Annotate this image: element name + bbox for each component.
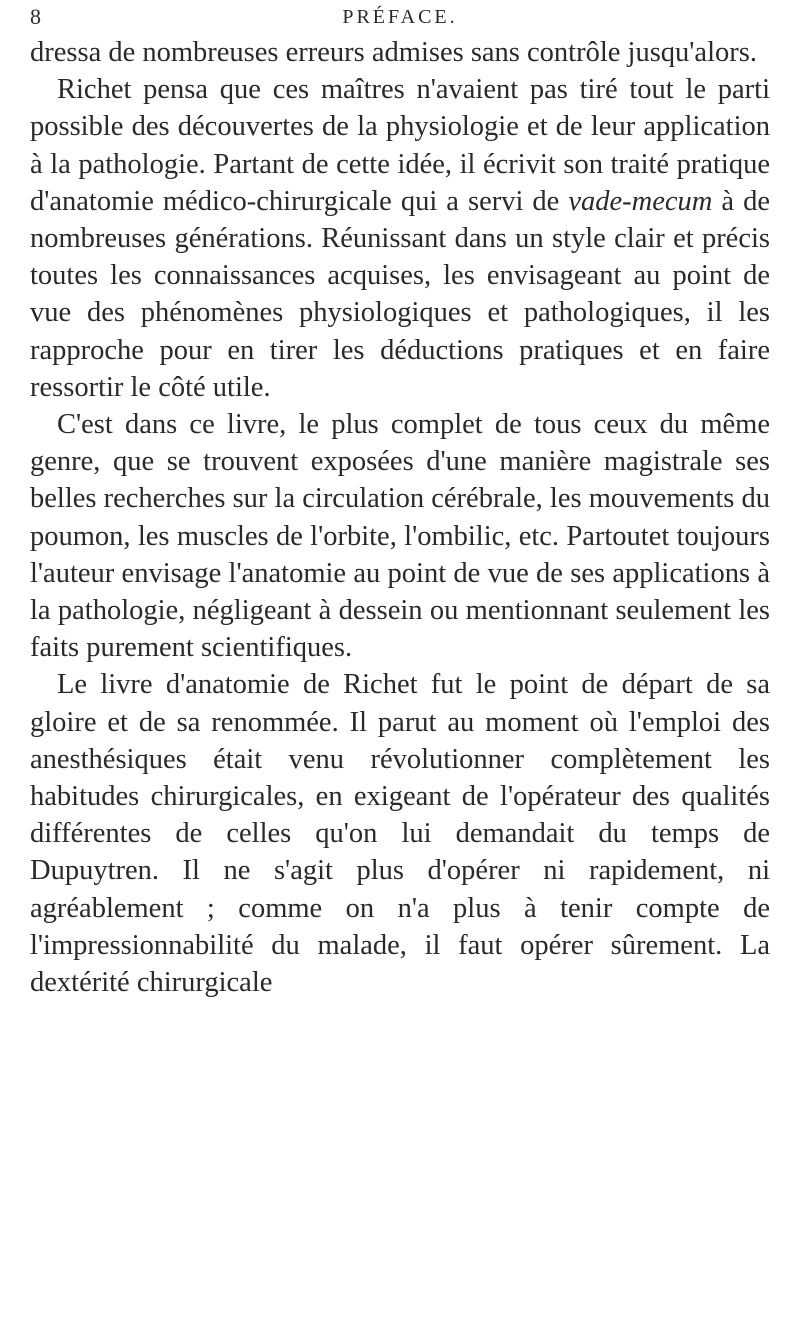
paragraph-continuation: dressa de nombreuses erreurs admises sans contrôle jusqu'alors. xyxy=(30,37,757,68)
paragraph-livre-complet: C'est dans ce livre, le plus complet de tous ceux du même genre, que se trouvent exposées d'une manière magistrale ses belles recherches sur la circulation cérébrale, les mouvements du poumon, les muscles de l'orbite, l'ombilic, etc. Partoutet toujours l'auteur envisage l'anatomie au point de vue de ses applications à la pathologie, négligeant à dessein ou mentionnant seulement les faits purement scientifiques. xyxy=(30,409,770,664)
italic-vade-mecum: vade-mecum xyxy=(568,185,713,217)
paragraph-text-after-italic: à de nombreuses générations. Réunissant dans un style clair et précis toutes les connaissances acquises, les envisageant au point de vue des phénomènes physiologiques et pathologiques, il les rapproche pour en tirer les déductions pratiques et en faire ressortir le côté utile. xyxy=(30,185,770,403)
paragraph-livre-anatomie: Le livre d'anatomie de Richet fut le point de départ de sa gloire et de sa renommée. Il parut au moment où l'emploi des anesthésiques était venu révolutionner complètement les habitudes chirurgicales, en exigeant de l'opérateur des qualités différentes de celles qu'on lui demandait du temps de Dupuytren. Il ne s'agit plus d'opérer ni rapidement, ni agréablement ; comme on n'a plus à tenir compte de l'impressionnabilité du malade, il faut opérer sûrement. La dextérité chirurgicale xyxy=(30,669,770,999)
running-title: PRÉFACE. xyxy=(342,6,458,28)
running-head xyxy=(30,2,770,32)
paragraph-text-before-italic: Richet pensa que ces maîtres n'avaient pas tiré tout le parti possible des découvertes de la physiologie et de leur application à la pathologie. Partant de cette idée, il écrivit son traité pratique d'anatomie médico-chirurgicale qui a servi de xyxy=(30,74,770,217)
page-number: 8 xyxy=(30,4,41,29)
paragraph-richet-traite xyxy=(30,71,770,406)
body-text xyxy=(30,34,770,1001)
